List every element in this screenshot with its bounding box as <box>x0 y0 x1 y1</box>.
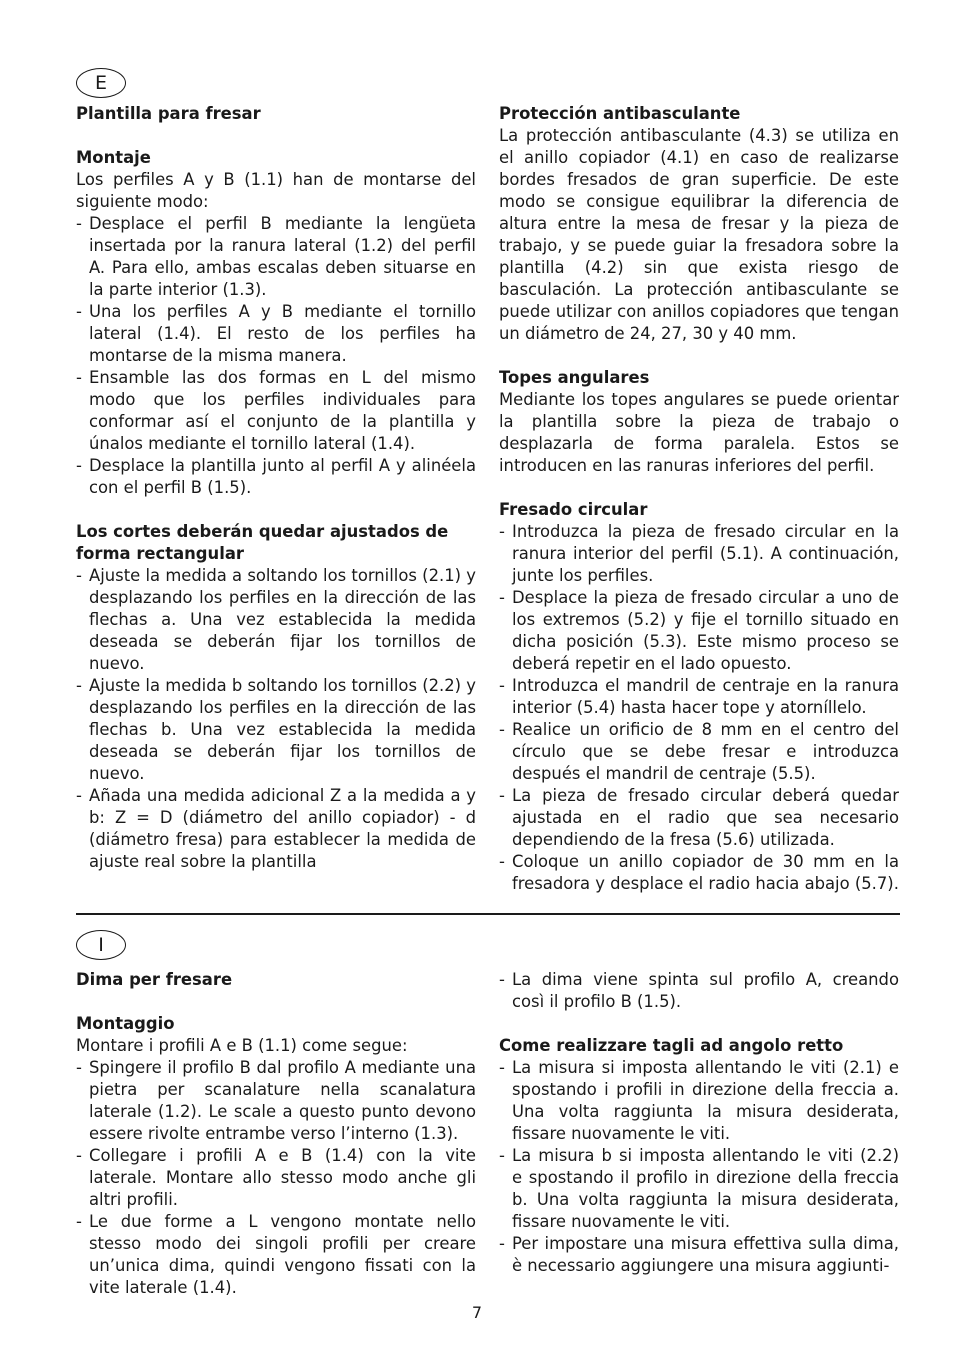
paragraph: Montare i profili A e B (1.1) come segue: <box>76 1036 408 1055</box>
instruction-list <box>76 565 476 873</box>
list-item: - La pieza de fresado circular deberá quedar ajustada en el radio que sea necesario dependiendo de la fresa (5.6) utilizada. <box>499 785 899 851</box>
section-heading: Fresado circular <box>499 500 648 519</box>
list-item: - Le due forme a L vengono montate nello stesso modo dei singoli profili per creare un’unica dima, quindi vengono fissati con la vite laterale (1.4). <box>76 1211 476 1299</box>
section-heading: Montaje <box>76 148 151 167</box>
list-item: - La dima viene spinta sul profilo A, creando così il profilo B (1.5). <box>499 969 899 1013</box>
spacer <box>499 477 899 499</box>
section-heading: Come realizzare tagli ad angolo retto <box>499 1036 844 1055</box>
language-badge-i: I <box>76 930 126 960</box>
list-item: - Per impostare una misura effettiva sulla dima, è necessario aggiungere una misura aggiunti- <box>499 1233 899 1277</box>
section-e-left-column <box>76 103 476 873</box>
section-heading: Los cortes deberán quedar ajustados de forma rectangular <box>76 522 449 563</box>
list-item: - Introduzca el mandril de centraje en la ranura interior (5.4) hasta hacer tope y atorníllelo. <box>499 675 899 719</box>
spacer <box>499 1013 899 1035</box>
instruction-list <box>76 213 476 499</box>
list-item: - La misura b si imposta allentando le viti (2.2) e spostando il profilo in direzione della freccia b. Una volta raggiunta la misura desiderata, fissare nuovamente le viti. <box>499 1145 899 1233</box>
section-e-right-column <box>499 103 899 895</box>
section-heading: Topes angulares <box>499 368 650 387</box>
list-item: - La misura si imposta allentando le viti (2.1) e spostando i profili in direzione della freccia a. Una volta raggiunta la misura desiderata, fissare nuovamente le viti. <box>499 1057 899 1145</box>
instruction-list <box>499 521 899 895</box>
section-heading: Montaggio <box>76 1014 175 1033</box>
paragraph: Los perfiles A y B (1.1) han de montarse del siguiente modo: <box>76 170 476 211</box>
list-item: - Añada una medida adicional Z a la medida a y b: Z = D (diámetro del anillo copiador) - d (diámetro fresa) para establecer la medida de ajuste real sobre la plantilla <box>76 785 476 873</box>
paragraph: Mediante los topes angulares se puede orientar la plantilla sobre la pieza de trabajo o desplazarla de forma paralela. Estos se introducen en las ranuras inferiores del perfil. <box>499 390 899 475</box>
list-item: - Realice un orificio de 8 mm en el centro del círculo que se debe fresar e introduzca después el mandril de centraje (5.5). <box>499 719 899 785</box>
list-item: - Desplace la plantilla junto al perfil A y alinéela con el perfil B (1.5). <box>76 455 476 499</box>
list-item: - Una los perfiles A y B mediante el tornillo lateral (1.4). El resto de los perfiles ha montarse de la misma manera. <box>76 301 476 367</box>
page-number: 7 <box>471 1303 483 1322</box>
section-i-left-column <box>76 969 476 1299</box>
list-item: - Ajuste la medida a soltando los tornillos (2.1) y desplazando los perfiles en la dirección de las flechas a. Una vez establecida la medida deseada se deberán fijar los tornillos de nuevo. <box>76 565 476 675</box>
spacer <box>76 499 476 521</box>
section-divider <box>76 913 900 915</box>
list-item: - Coloque un anillo copiador de 30 mm en la fresadora y desplace el radio hacia abajo (5.7). <box>499 851 899 895</box>
list-item: - Ensamble las dos formas en L del mismo modo que los perfiles individuales para conformar así el conjunto de la plantilla y únalos mediante el tornillo lateral (1.4). <box>76 367 476 455</box>
list-item: - Spingere il profilo B dal profilo A mediante una pietra per scanalature nella scanalatura laterale (1.2). Le scale a questo punto devono essere rivolte entrambe verso l’interno (1.3). <box>76 1057 476 1145</box>
instruction-list <box>499 1057 899 1277</box>
instruction-list <box>499 969 899 1013</box>
spacer <box>76 125 476 147</box>
language-badge-e: E <box>76 68 126 98</box>
section-heading: Dima per fresare <box>76 970 233 989</box>
list-item: - Desplace la pieza de fresado circular a uno de los extremos (5.2) y fije el tornillo situado en dicha posición (5.3). Este mismo proceso se deberá repetir en el lado opuesto. <box>499 587 899 675</box>
section-heading: Plantilla para fresar <box>76 104 261 123</box>
spacer <box>499 345 899 367</box>
spacer <box>76 991 476 1013</box>
section-heading: Protección antibasculante <box>499 104 741 123</box>
list-item: - Ajuste la medida b soltando los tornillos (2.2) y desplazando los perfiles en la dirección de las flechas b. Una vez establecida la medida deseada se deberán fijar los tornillos de nuevo. <box>76 675 476 785</box>
section-i-right-column <box>499 969 899 1277</box>
list-item: - Collegare i profili A e B (1.4) con la vite laterale. Montare allo stesso modo anche gli altri profili. <box>76 1145 476 1211</box>
list-item: - Introduzca la pieza de fresado circular en la ranura interior del perfil (5.1). A continuación, junte los perfiles. <box>499 521 899 587</box>
list-item: - Desplace el perfil B mediante la lengüeta insertada por la ranura lateral (1.2) del perfil A. Para ello, ambas escalas deben situarse en la parte interior (1.3). <box>76 213 476 301</box>
instruction-list <box>76 1057 476 1299</box>
paragraph: La protección antibasculante (4.3) se utiliza en el anillo copiador (4.1) en caso de realizarse bordes fresados de gran superficie. De este modo se consigue equilibrar la diferencia de altura entre la mesa de fresar y la pieza de trabajo, y se puede guiar la fresadora sobre la plantilla (4.2) sin que exista riesgo de basculación. La protección antibasculante se puede utilizar con anillos copiadores que tengan un diámetro de 24, 27, 30 y 40 mm. <box>499 126 899 343</box>
